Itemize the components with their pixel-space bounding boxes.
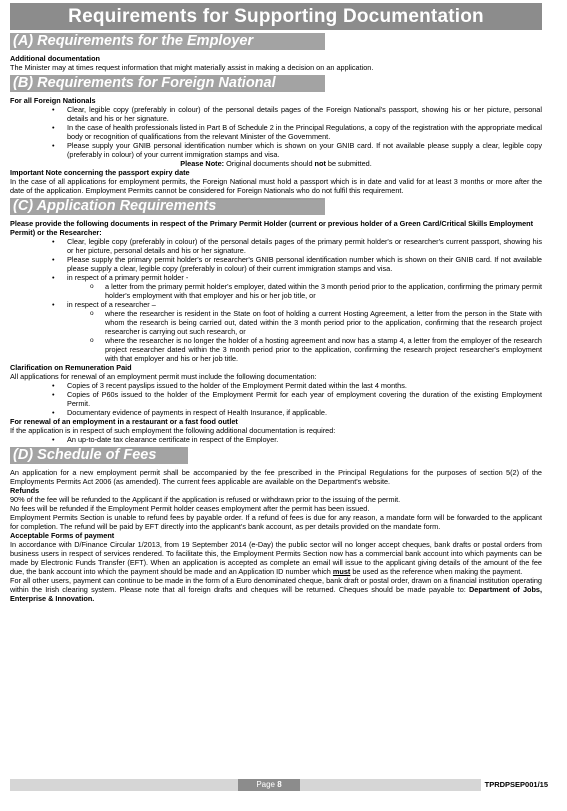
section-a-subheading: Additional documentation [10, 54, 100, 63]
passport-heading: Important Note concerning the passport expiry date [10, 168, 190, 177]
list-item: • Copies of 3 recent payslips issued to the holder of the Employment Permit dated within the last 4 months. [10, 381, 542, 390]
list-item: o where the researcher is no longer the holder of a hosting agreement and now has a stamp 4, a letter from the employer of the research project researcher dated within the 3 month period prior to the application, confirming the research project researcher's employment with that employer and his or her job title. [10, 336, 542, 363]
primary-sublist [10, 282, 542, 300]
list-item: • In the case of health professionals listed in Part B of Schedule 2 in the Principal Regulations, a copy of the registration with the appropriate medical body or recognition of qualifications from the relevant Minister of the Government. [10, 123, 542, 141]
section-a-text: The Minister may at times request information that might materially assist in making a decision on an application. [10, 63, 374, 72]
remuneration-text: All applications for renewal of an employment permit must include the following documentation: [10, 372, 317, 381]
no-refund-text: No fees will be refunded if the Employment Permit holder ceases employment after the permit has been issued. [10, 504, 370, 513]
eft-text: Employment Permits Section is unable to refund fees by payable order. If a refund of fees is due for any reason, a mandate form will be forwarded to the applicant for completion. The refund will be paid by EFT directly into the applicant's bank account, as per details provided on the mandate form. [10, 513, 542, 531]
section-b-heading: (B) Requirements for Foreign National [10, 75, 325, 92]
refunds-text: 90% of the fee will be refunded to the Applicant if the application is refused or withdrawn prior to the issuing of the permit. [10, 495, 401, 504]
list-item: • Copies of P60s issued to the holder of the Employment Permit for each year of employment covering the duration of the existing Employment Permit. [10, 390, 542, 408]
list-item: • in respect of a primary permit holder - [10, 273, 542, 282]
page-footer [10, 779, 548, 791]
remuneration-list [10, 381, 542, 417]
restaurant-heading: For renewal of an employment in a restaurant or a fast food outlet [10, 417, 238, 426]
list-item: • Documentary evidence of payments in respect of Health Insurance, if applicable. [10, 408, 542, 417]
page-number-box [238, 779, 300, 791]
section-c-body [10, 219, 542, 444]
section-b-body [10, 96, 542, 195]
list-item: o a letter from the primary permit holder's employer, dated within the 3 month period prior to the application, confirming the primary permit holder's employment with that employer and his or her job title, or [10, 282, 542, 300]
section-c-intro: Please provide the following documents in respect of the Primary Permit Holder (current or previous holder of a Green Card/Critical Skills Employment Permit) or the Researcher: [10, 219, 534, 237]
payment-text [10, 540, 542, 576]
section-d-heading: (D) Schedule of Fees [10, 447, 188, 464]
section-a-heading: (A) Requirements for the Employer [10, 33, 325, 50]
list-item: • Clear, legible copy (preferably in colour) of the personal details pages of the Foreign National's passport, showing his or her picture, personal details and his or her signature. [10, 105, 542, 123]
section-a-body [10, 54, 542, 72]
payment-heading: Acceptable Forms of payment [10, 531, 115, 540]
section-c-heading: (C) Application Requirements [10, 198, 325, 215]
please-note [10, 159, 542, 168]
restaurant-list [10, 435, 542, 444]
section-b-list [10, 105, 542, 159]
payment-must: must [332, 567, 351, 576]
page-title: Requirements for Supporting Documentation [10, 3, 542, 30]
list-item: o where the researcher is resident in the State on foot of holding a current Hosting Agreement, a letter from the person in the State with whom the research is being carried out, dated within the 3 month period prior to the application, confirming that the research project researcher is carrying out such research, or [10, 309, 542, 336]
remuneration-heading: Clarification on Remuneration Paid [10, 363, 132, 372]
other-users-text [10, 576, 542, 603]
section-b-subheading: For all Foreign Nationals [10, 96, 96, 105]
fees-intro: An application for a new employment permit shall be accompanied by the fee prescribed in the Principal Regulations for the purposes of section 5(2) of the Employments Permits Act 2006 (as amended). The current fees applicable are available on the Department's website. [10, 468, 542, 486]
list-item: • Please supply the primary permit holder's or researcher's GNIB personal identification number which is shown on their GNIB card. If not available please supply a clear, legible copy (preferably in colour) of their current immigration stamps and visa. [10, 255, 542, 273]
section-c-list [10, 237, 542, 282]
list-item: • Clear, legible copy (preferably in colour) of the personal details pages of the primary permit holder's or researcher's current passport, showing his or her picture, personal details and his or her signature. [10, 237, 542, 255]
please-note-label: Please Note: [180, 159, 225, 168]
restaurant-text: If the application is in respect of such employment the following additional documentation is required: [10, 426, 336, 435]
researcher-sublist [10, 309, 542, 363]
payee: Department of Jobs, Enterprise & Innovation. [10, 585, 542, 603]
page-label: Page [256, 780, 278, 789]
payment-text-2: be used as the reference when making the payment. [350, 567, 523, 576]
payment-text-1: In accordance with D/Finance Circular 1/2013, from 19 September 2014 (e-Day) the public sector will no longer accept cheques, bank drafts or postal orders from business users in respect of services rendered. To facilitate this, the Employment Permits Section now has a commercial bank account into which payments can be made by Electronic Funds Transfer (EFT). When an application is accepted as complete an email will issue to the applicant giving details of the amount of the fee due, the bank account into which the payment should be made and an Application ID number which [10, 540, 542, 576]
list-item: • in respect of a researcher – [10, 300, 542, 309]
passport-text: In the case of all applications for employment permits, the Foreign National must hold a passport which is in date and valid for at least 3 months or more after the date of the application. Employment Permits cannot be considered for Foreign Nationals who do not fulfil this requirement. [10, 177, 542, 195]
section-d-body [10, 468, 542, 603]
please-note-bold: not [314, 159, 326, 168]
document-page [10, 3, 542, 603]
refunds-heading: Refunds [10, 486, 40, 495]
list-item: • Please supply your GNIB personal identification number which is shown on your GNIB card. If not available please supply a clear, legible copy (preferably in colour) of your current immigration stamps and visa. [10, 141, 542, 159]
please-note-text-1: Original documents should [224, 159, 315, 168]
please-note-text-2: be submitted. [325, 159, 372, 168]
document-code: TPRDPSEP001/15 [481, 779, 548, 791]
researcher-list [10, 300, 542, 309]
page-number: 8 [277, 780, 282, 789]
list-item: • An up-to-date tax clearance certificate in respect of the Employer. [10, 435, 542, 444]
other-users-body: For all other users, payment can continue to be made in the form of a Euro denominated cheque, bank draft or postal order, drawn on a financial institution operating within the Irish clearing system. Please note that all foreign drafts and cheques will be returned. Cheques should be made payable to: [10, 576, 542, 594]
